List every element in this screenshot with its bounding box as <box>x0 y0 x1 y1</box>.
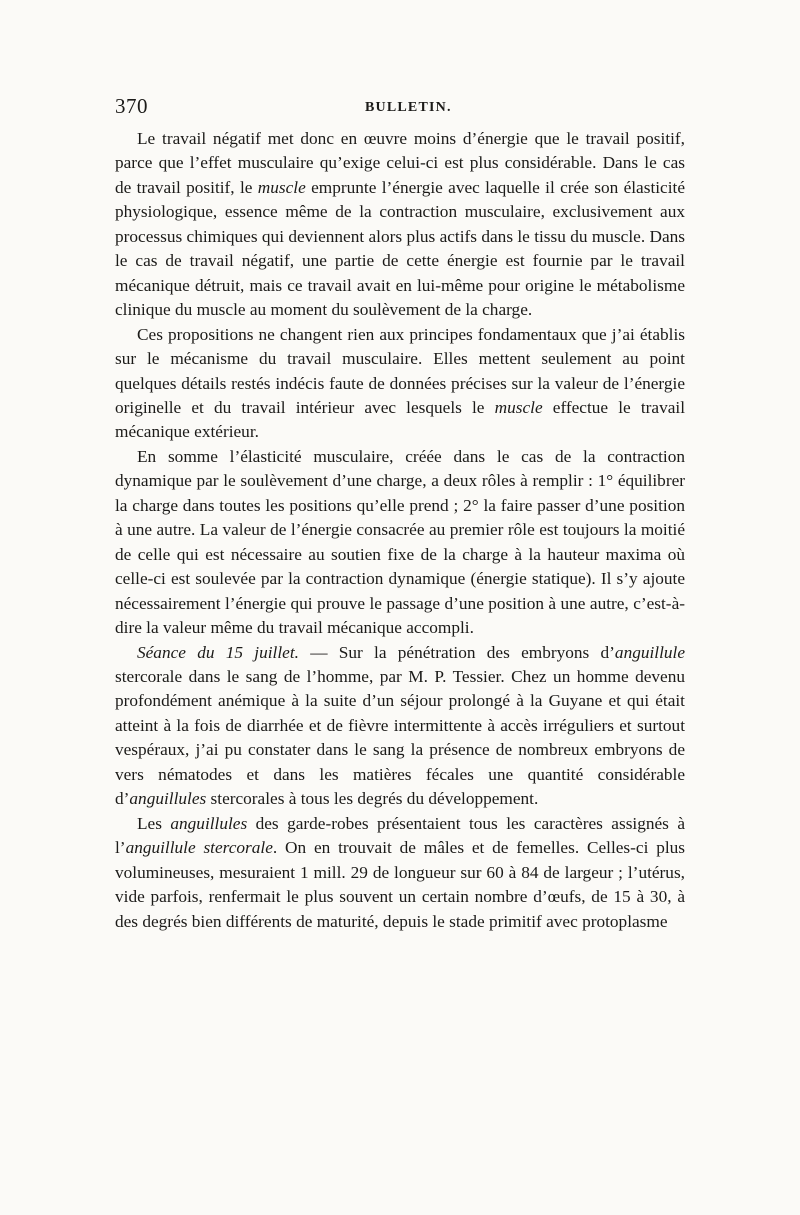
text-segment: stercorale dans le sang de l’homme, par M. P. Tessier. Chez un homme devenu profondément anémique à la suite d’un séjour prolongé à la Guyane et qui était atteint à la fois de diarrhée et de fièvre intermittente à accès irréguliers et surtout vespéraux, j’ai pu constater dans le sang la présence de nombreux embryons de vers nématodes et dans les matières fécales une quantité considérable d’ <box>115 666 685 809</box>
text-segment-italic: muscle <box>257 177 306 197</box>
text-segment: Les <box>137 813 171 833</box>
paragraph <box>115 323 685 445</box>
text-segment-italic: anguillule stercorale <box>125 838 273 858</box>
text-segment: effectue le travail mécanique extérieur. <box>115 397 685 442</box>
text-segment: . On en trouvait de mâles et de femelles. Celles-ci plus volumineuses, mesuraient 1 mill. 29 de longueur sur 60 à 84 de largeur ; l’utérus, vide parfois, renfermait le plus souvent un certain nombre d’œufs, de 15 à 30, à des degrés bien différents de maturité, depuis le stade primitif avec protoplasme <box>115 838 685 931</box>
text-segment: En somme l’élasticité musculaire, créée dans le cas de la contraction dynamique par le soulèvement d’une charge, a deux rôles à remplir : 1° équilibrer la charge dans toutes les positions qu’elle prend ; 2° la faire passer d’une position à une autre. La valeur de l’énergie consacrée au premier rôle est toujours la moitié de celle qui est nécessaire au soutien fixe de la charge à la hauteur maxima où celle-ci est soulevée par la contraction dynamique (énergie statique). Il s’y ajoute nécessairement l’énergie qui prouve le passage d’une position à une autre, c’est-à-dire la valeur même du travail mécanique accompli. <box>115 446 685 638</box>
text-segment: Ces propositions ne changent rien aux principes fondamentaux que j’ai établis sur le mécanisme du travail musculaire. Elles mettent seulement au point quelques détails restés indécis faute de données précises sur la valeur de l’énergie originelle et du travail intérieur avec lesquels le <box>115 324 685 417</box>
text-segment-italic: anguillules <box>170 813 248 833</box>
text-segment: des garde-robes présentaient tous les caractères assignés à l’ <box>115 813 685 858</box>
text-segment-italic: anguillule <box>614 642 686 662</box>
paragraph <box>115 812 685 934</box>
text-segment: — Sur la pénétration des embryons d’ <box>298 642 615 662</box>
body-text <box>115 127 685 934</box>
text-segment-italic: anguillules <box>129 789 207 809</box>
text-segment-italic: muscle <box>494 397 543 417</box>
text-segment: Le travail négatif met donc en œuvre moins d’énergie que le travail positif, parce que l’effet musculaire qu’exige celui-ci est plus considérable. Dans le cas de travail positif, le <box>115 129 685 197</box>
session-date: Séance du 15 juillet. <box>137 642 299 662</box>
paragraph <box>115 641 685 812</box>
paragraph <box>115 127 685 323</box>
page-number: 370 <box>115 94 148 118</box>
page-header <box>115 94 685 124</box>
text-segment: emprunte l’énergie avec laquelle il crée son élasticité physiologique, essence même de la contraction musculaire, exclusivement aux processus chimiques qui deviennent alors plus actifs dans le tissu du muscle. Dans le cas de travail négatif, une partie de cette énergie est fournie par le travail mécanique détruit, mais ce travail avait en lui-même pour origine le métabolisme clinique du muscle au moment du soulèvement de la charge. <box>115 177 685 320</box>
text-segment: stercorales à tous les degrés du développement. <box>206 789 539 809</box>
paragraph <box>115 445 685 641</box>
running-head: BULLETIN. <box>365 100 452 115</box>
